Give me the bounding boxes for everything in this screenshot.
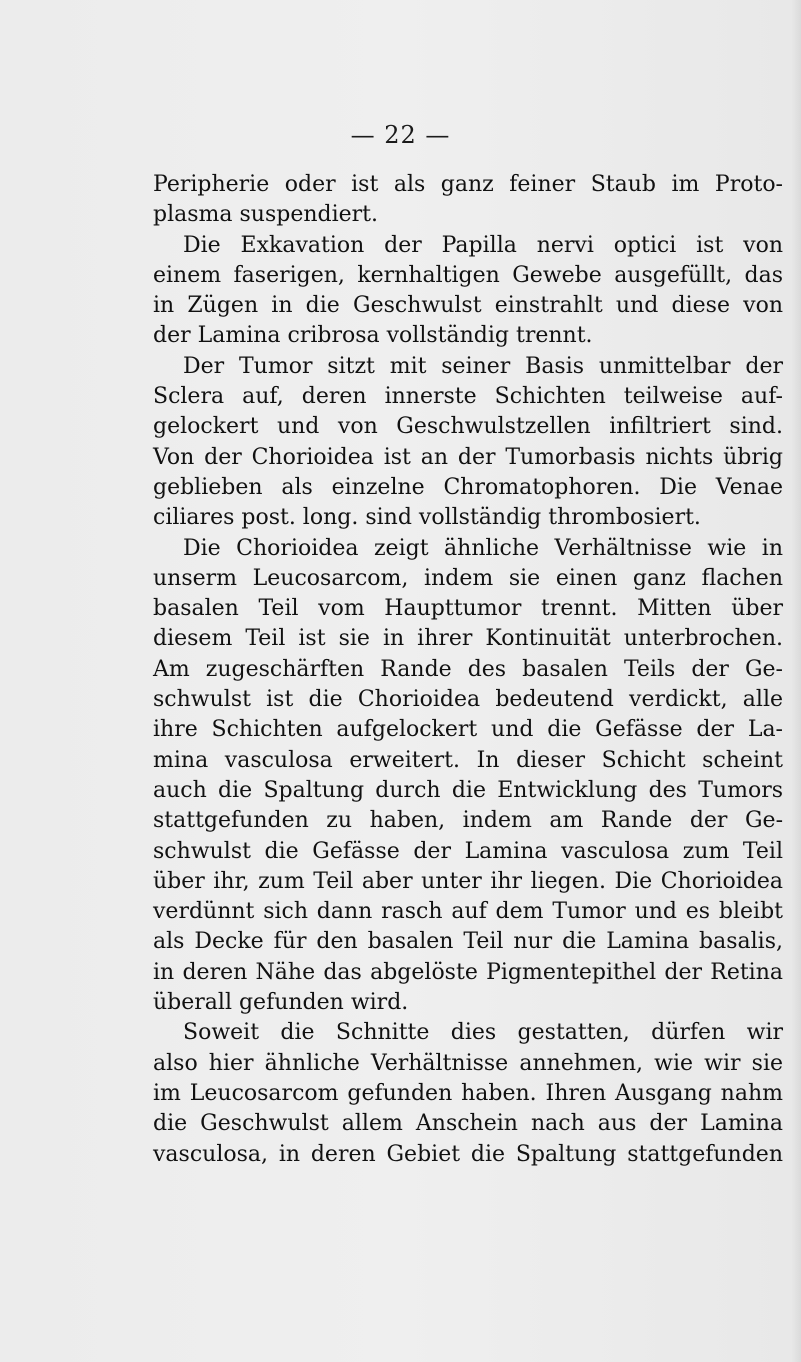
text-line: also hier ähnliche Verhältnisse annehmen, wie wir sie bbox=[153, 1050, 783, 1076]
text-line: geblieben als einzelne Chromatophoren. Die Venae bbox=[153, 474, 783, 500]
text-line: ciliares post. long. sind vollständig thrombosiert. bbox=[153, 505, 701, 531]
text-line: der Lamina cribrosa vollständig trennt. bbox=[153, 323, 593, 349]
paragraph-2 bbox=[153, 231, 783, 352]
paragraph-5 bbox=[153, 1018, 783, 1169]
text-line: vasculosa, in deren Gebiet die Spaltung stattgefunden bbox=[153, 1141, 783, 1167]
text-line: Soweit die Schnitte dies gestatten, dürfen wir bbox=[183, 1020, 783, 1046]
text-line: basalen Teil vom Haupttumor trennt. Mitten über bbox=[153, 596, 783, 622]
text-line: ihre Schichten aufgelockert und die Gefässe der La- bbox=[153, 717, 783, 743]
text-line: im Leucosarcom gefunden haben. Ihren Ausgang nahm bbox=[153, 1080, 783, 1106]
text-line: plasma suspendiert. bbox=[153, 202, 379, 228]
text-line: einem faserigen, kernhaltigen Gewebe ausgefüllt, das bbox=[153, 262, 783, 288]
text-line: Der Tumor sitzt mit seiner Basis unmittelbar der bbox=[183, 353, 783, 379]
paragraph-3 bbox=[153, 352, 783, 534]
paragraph-4 bbox=[153, 534, 783, 1019]
text-line: Von der Chorioidea ist an der Tumorbasis nichts übrig bbox=[153, 444, 783, 470]
text-line: Sclera auf, deren innerste Schichten teilweise auf- bbox=[153, 384, 783, 410]
text-line: stattgefunden zu haben, indem am Rande der Ge- bbox=[153, 808, 783, 834]
text-line: verdünnt sich dann rasch auf dem Tumor und es bleibt bbox=[153, 899, 783, 925]
text-line: schwulst die Gefässe der Lamina vasculosa zum Teil bbox=[153, 838, 783, 864]
text-line: gelockert und von Geschwulstzellen infiltriert sind. bbox=[153, 414, 783, 440]
text-line: auch die Spaltung durch die Entwicklung des Tumors bbox=[153, 777, 783, 803]
text-line: mina vasculosa erweitert. In dieser Schicht scheint bbox=[153, 747, 783, 773]
text-line: über ihr, zum Teil aber unter ihr liegen. Die Chorioidea bbox=[153, 868, 783, 894]
text-line: diesem Teil ist sie in ihrer Kontinuität unterbrochen. bbox=[153, 626, 783, 652]
text-line: überall gefunden wird. bbox=[153, 990, 409, 1016]
page-edge-shadow bbox=[791, 0, 801, 1362]
paragraph-1 bbox=[153, 170, 783, 231]
text-line: in Zügen in die Geschwulst einstrahlt und diese von bbox=[153, 293, 783, 319]
text-line: Peripherie oder ist als ganz feiner Staub im Proto- bbox=[153, 172, 783, 197]
text-line: unserm Leucosarcom, indem sie einen ganz flachen bbox=[153, 565, 783, 591]
text-line: in deren Nähe das abgelöste Pigmentepithel der Retina bbox=[153, 959, 783, 985]
text-line: Am zugeschärften Rande des basalen Teils der Ge- bbox=[153, 656, 783, 682]
text-line: die Geschwulst allem Anschein nach aus der Lamina bbox=[153, 1111, 783, 1137]
body-text bbox=[153, 170, 783, 1170]
text-line: schwulst ist die Chorioidea bedeutend verdickt, alle bbox=[153, 687, 783, 713]
text-line: Die Chorioidea zeigt ähnliche Verhältnisse wie in bbox=[183, 535, 783, 561]
page-number: — 22 — bbox=[350, 121, 451, 149]
text-line: Die Exkavation der Papilla nervi optici ist von bbox=[183, 232, 783, 258]
text-line: als Decke für den basalen Teil nur die Lamina basalis, bbox=[153, 929, 783, 955]
